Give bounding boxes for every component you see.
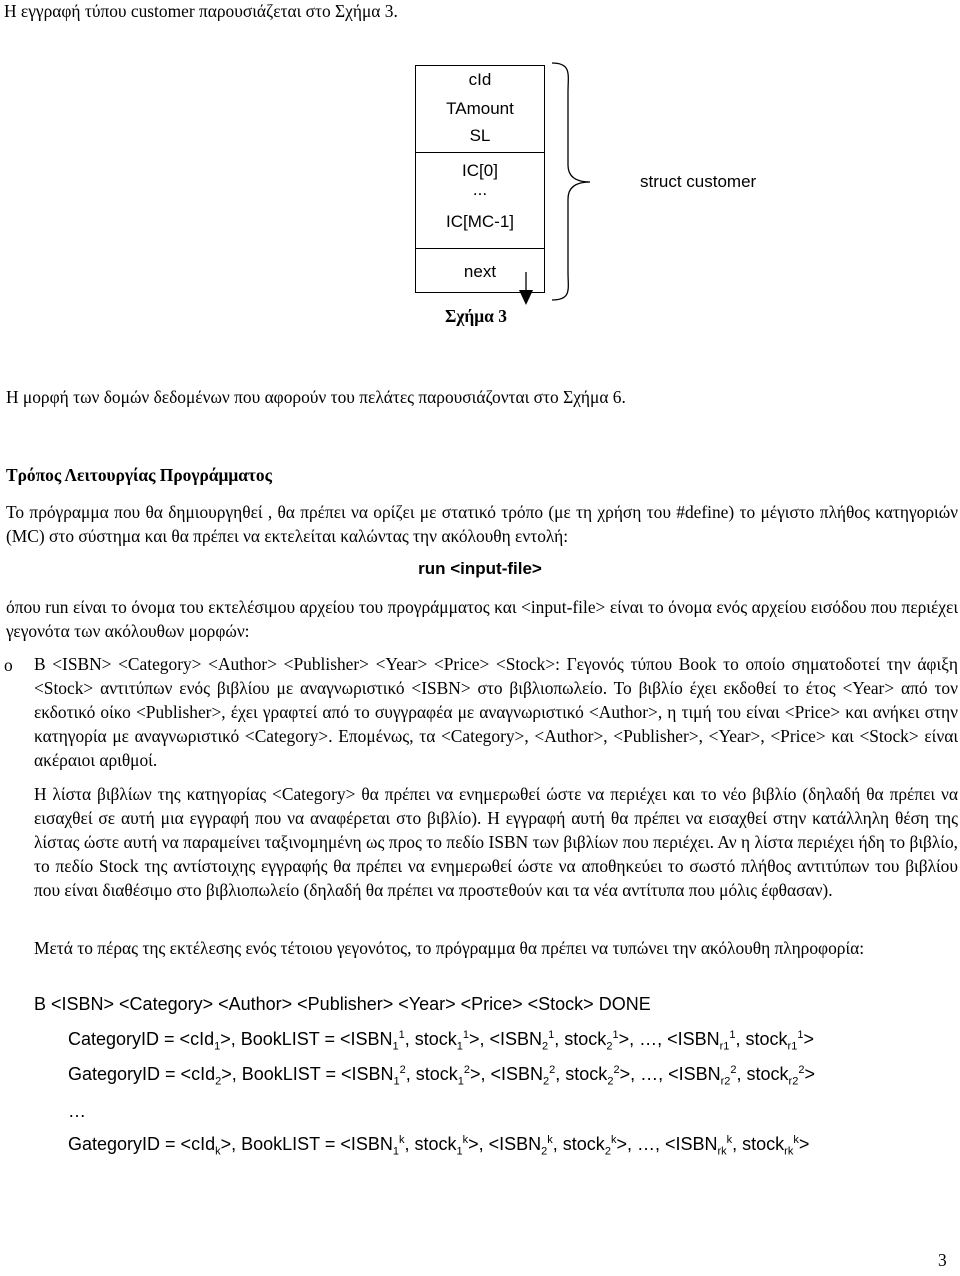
output-ellipsis: … [68, 1101, 86, 1121]
after-paragraph: Μετά το πέρας της εκτέλεσης ενός τέτοιου γεγονότος, το πρόγραμμα θα πρέπει να τυπώνει την ακόλουθη πληροφορία: [34, 938, 865, 958]
output-prefix: GategoryID [68, 1134, 161, 1154]
field-ic-last: IC[MC-1] [446, 212, 514, 231]
last-subscript: r2 [720, 1075, 731, 1088]
cid-subscript: 1 [214, 1040, 221, 1053]
section-heading: Τρόπος Λειτουργίας Προγράμματος [6, 465, 272, 485]
output-prefix: CategoryID [68, 1029, 160, 1049]
output-line-1: CategoryID = <cId$_1$>, BookLIST = $<ISBN_1^1$, stock$_1^1$>, $<ISBN_2^1$, stock$_2^1$>, …, $<ISBN_{r1}^1$, stock$_{r1}^1$> [68, 1029, 814, 1053]
where-paragraph: όπου run είναι το όνομα του εκτελέσιμου αρχείου του προγράμματος και <input-file> είναι το όνομα ενός αρχείου εισόδου που περιέχει γεγονότα των ακόλουθων μορφών: [6, 597, 958, 641]
field-sl: SL [469, 126, 491, 145]
cid-subscript: 2 [215, 1075, 222, 1088]
last-subscript: rk [717, 1145, 727, 1158]
page-number: 3 [938, 1250, 947, 1270]
next-pointer-arrowhead [519, 290, 533, 305]
program-paragraph: Το πρόγραμμα που θα δημιουργηθεί , θα πρέπει να ορίζει με στατικό τρόπο (με τη χρήση του #define) το μέγιστο πλήθος κατηγοριών (MC) στο σύστημα και θα πρέπει να εκτελείται καλώντας την ακόλουθη εντολή: [6, 502, 958, 546]
superscript: 2 [613, 1064, 620, 1076]
superscript: 1 [548, 1029, 555, 1041]
cid-subscript: k [215, 1145, 221, 1158]
output-done-line: B <ISBN> <Category> <Author> <Publisher> <Year> <Price> <Stock> DONE [34, 994, 651, 1014]
brace-and-arrow [0, 0, 960, 330]
superscript: 2 [730, 1064, 737, 1076]
field-next: next [463, 262, 497, 281]
superscript: k [726, 1134, 733, 1146]
superscript: 1 [462, 1029, 469, 1041]
last-subscript: rk [784, 1145, 794, 1158]
field-ic-ellipsis: ... [472, 180, 488, 199]
intro-text: Η εγγραφή τύπου customer παρουσιάζεται στο Σχήμα 3. [4, 1, 398, 21]
right-brace [552, 63, 590, 300]
output-line-k: GategoryID = <cId$_k$>, BookLIST = $<ISBN_1^k$, stock$_1^k$>, $<ISBN_2^k$, stock$_2^k$>, …, $<ISBN_{rk}^k$, stock$_{rk}^k$> [68, 1134, 810, 1158]
last-subscript: r1 [719, 1040, 730, 1053]
superscript: 2 [399, 1064, 406, 1076]
output-line-2: GategoryID = <cId$_2$>, BookLIST = $<ISBN_1^2$, stock$_1^2$>, $<ISBN_2^2$, stock$_2^2$>, …, $<ISBN_{r2}^2$, stock$_{r2}^2$> [68, 1064, 815, 1088]
output-prefix: GategoryID [68, 1064, 161, 1084]
bullet-event-description: B <ISBN> <Category> <Author> <Publisher> <Year> <Price> <Stock>: Γεγονός τύπου Book το οποίο σηματοδοτεί την άφιξη <Stock> αντιτύπων ενός βιβλίου με αναγνωριστικό <ISBN> στο βιβλιοπωλείο. Το βιβλίο έχει εκδοθεί το έτος <Year> από τον εκδοτικό οίκο <Publisher>, έχει γραφτεί από το συγγραφέα με αναγνωριστικό <Author>, η τιμή του είναι <Price> και ανήκει στην κατηγορία με αναγνωριστικό <Category>. Επομένως, τα <Category>, <Author>, <Publisher>, <Year>, <Price> και <Stock> είναι ακέραιοι αριθμοί. [34, 654, 958, 770]
field-cid: cId [468, 70, 492, 89]
last-subscript: r1 [787, 1040, 798, 1053]
superscript: 2 [798, 1064, 805, 1076]
field-ic-first: IC[0] [462, 161, 498, 180]
superscript: 2 [463, 1064, 470, 1076]
superscript: 1 [797, 1029, 804, 1041]
superscript: k [547, 1134, 553, 1146]
superscript: 1 [612, 1029, 619, 1041]
superscript: k [793, 1134, 799, 1146]
bullet-marker: o [4, 655, 13, 675]
figure-caption: Σχήμα 3 [445, 306, 507, 326]
struct-label: struct customer [640, 172, 757, 191]
list-paragraph: Η λίστα βιβλίων της κατηγορίας <Category> θα πρέπει να ενημερωθεί ώστε να περιέχει και το νέο βιβλίο (δηλαδή θα πρέπει να εισαχθεί σε αυτή μια εγγραφή που να αναφέρεται στο βιβλίο). Η εγγραφή αυτή θα πρέπει να εισαχθεί στην κατάλληλη θέση της λίστας ώστε αυτή να παραμείνει ταξινομημένη ως προς το πεδίο ISBN των βιβλίων που περιέχει. Αν η λίστα περιέχει ήδη το βιβλίο, το πεδίο Stock της αντίστοιχης εγγραφής θα πρέπει να ενημερωθεί ώστε να αποθηκεύει το σωστό πλήθος αντιτύπων του βιβλίου που είναι διαθέσιμο στο βιβλιοπωλείο (δηλαδή θα πρέπει να προστεθούν και τα νέα αντίτυπα που μόλις έφθασαν). [34, 784, 958, 900]
superscript: 2 [549, 1064, 556, 1076]
superscript: k [610, 1134, 617, 1146]
superscript: 1 [729, 1029, 736, 1041]
run-command: run <input-file> [418, 559, 542, 578]
structures-paragraph: Η μορφή των δομών δεδομένων που αφορούν του πελάτες παρουσιάζονται στο Σχήμα 6. [6, 387, 626, 407]
field-tamount: TAmount [446, 99, 514, 118]
superscript: k [462, 1134, 469, 1146]
superscript: k [398, 1134, 405, 1146]
last-subscript: r2 [788, 1075, 799, 1088]
superscript: 1 [398, 1029, 405, 1041]
